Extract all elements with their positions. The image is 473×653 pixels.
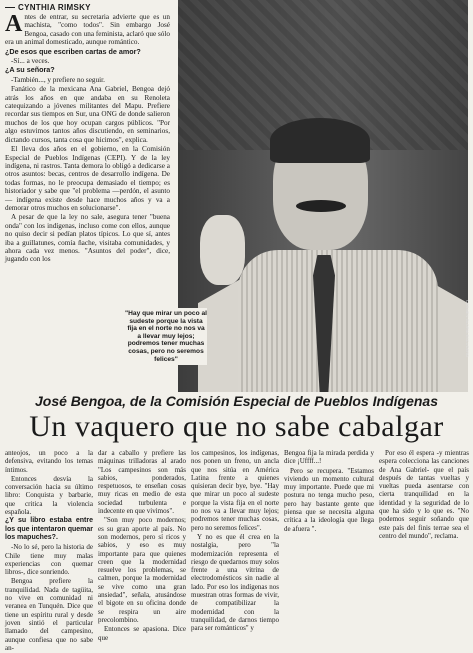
body-paragraph: Entonces desvía la conversación hacia su último libro: Conquista y barbarie, que critica la violencia española. bbox=[5, 474, 93, 517]
byline-rule bbox=[5, 7, 15, 8]
body-paragraph: "Son muy poco modernos; es su gran aporte al país. No son modernos, pero sí ricos y sabios, y eso es muy importante para que quienes creen que la modernidad resuelve los problemas, se calmen, porque la modernidad se vive como una gran ansiedad", señala, atusándose el bigote en su oficina donde se respira un aire precolombino. bbox=[98, 516, 186, 624]
body-paragraph: Bengoa fija la mirada perdida y dice ¡Uffff...! bbox=[284, 449, 374, 466]
answer-2: -También..., y prefiere no seguir. bbox=[11, 75, 105, 84]
paragraph-1: Fanático de la mexicana Ana Gabriel, Bengoa dejó atrás los años en que andaba en su Renoleta catequizando a jóvenes militantes del Mapu. Prefiere recordar sus tiempos en Sur, una ONG de donde salieron muchos de los que hoy ocupan cargos públicos. "Por algo estuvimos tantos años discutiendo, en seminarios, dictando cursos, tanta cosa que hicimos", explica. bbox=[5, 85, 170, 144]
lead-paragraph bbox=[5, 13, 170, 47]
body-paragraph: Por eso él espera -y mientras espera colecciona las canciones de Ana Gabriel- que el país después de tantas vueltas y vueltas pueda asentarse con cierta tranquilidad en la identidad y la seguridad de lo que ha sido y lo que es. "No podemos seguir soñando que este país del finis terrae sea el centro del mundo", reclama. bbox=[379, 449, 469, 540]
photo-hair bbox=[270, 118, 370, 163]
intro-column bbox=[5, 13, 170, 265]
body-paragraph: los campesinos, los indígenas, nos ponen un freno, un ancla que nos sitúa en América Latina frente a quienes quisieran decir bye, bye. "Hay que mirar un poco al sudeste porque la vista fija en el norte no nos va a llevar muy lejos; podremos tener muchas cosas, pero no seremos felices". bbox=[191, 449, 279, 532]
portrait-photo bbox=[178, 0, 468, 392]
paragraph-3: A pesar de que la ley no sale, asegura tener "buena onda" con los indígenas, incluso come con ellos, aunque no quiso decir si pedían platos típicos. Lo que sí, antes iba a guillatunes, comía ñache, visitaba comunidades, y ahora cada vez menos. "Asuntos del poder", dice, jugando con los bbox=[5, 213, 170, 264]
body-column-4 bbox=[284, 449, 374, 534]
body-paragraph: Y no es que él crea en la nostalgia, pero "la modernización representa el riesgo de quedarnos muy solos frente a una vitrina de electrodomésticos sin nadie al lado. Por eso los indígenas nos muestran otras formas de vivir, de compatibilizar la modernidad con la tranquilidad, de darnos tiempo para ser románticos" y bbox=[191, 532, 279, 633]
body-paragraph: Entonces se apasiona. Dice que bbox=[98, 625, 186, 642]
photo-moustache bbox=[296, 200, 346, 212]
photo-credit: CARMEN GLORIA ESCUDERO bbox=[465, 300, 470, 358]
body-columns bbox=[5, 449, 470, 652]
question-2: ¿A su señora? bbox=[5, 65, 55, 75]
body-paragraph: dar a caballo y prefiere las máquinas trilladoras al arado "Los campesinos son más sabios, ponderados, respetuosos, te enseñan cosas muy ricas en medio de esta sociedad turbulenta e indecente en que vivimos". bbox=[98, 449, 186, 516]
lead-text: ntes de entrar, su secretaria advierte que es un machista, "como todos". Sin embargo José Bengoa, casado con una feminista, aclaró que sólo era un animal domesticado, aunque romántico. bbox=[5, 13, 170, 47]
body-question: ¿Y su libro estaba entre los que intentaron quemar los mapuches?. bbox=[5, 517, 93, 541]
drop-cap: A bbox=[5, 11, 23, 37]
photo-shirt bbox=[238, 250, 438, 392]
body-paragraph: -No lo sé, pero la historia de Chile tiene muy malas experiencias con quemar libros-, dice sonriendo. bbox=[5, 543, 93, 577]
paragraph-2: El lleva dos años en el gobierno, en la Comisión Especial de Pueblos Indígenas (CEPI). Y de la ley indígena, ni rastros. Tanta demora lo obligó a dedicarse a otros asuntos: becas, centros de desarrollo indígena. De todas formas, no le preocupa demasiado el tiempo; es historiador y sabe que "el problema —perdón, el asunto— indígena existe desde hace muchos años y va a demorar otros muchos en solucionarse". bbox=[5, 145, 170, 212]
body-column-2 bbox=[98, 449, 186, 643]
byline-text: CYNTHIA RIMSKY bbox=[18, 3, 91, 12]
body-paragraph: Bengoa prefiere la tranquilidad. Nada de tagüita, no vive en comunidad ni veranea en Tunquén. Dice que tiene un espíritu rural y desde joven sintió el particular llamado del campesino, aunque confiesa que no sabe an- bbox=[5, 577, 93, 652]
body-column-1 bbox=[5, 449, 93, 653]
answer-1: -Sí... a veces. bbox=[11, 57, 50, 66]
body-paragraph: Pero se recupera. "Estamos viviendo un momento cultural muy importante. Puede que mi postura no tenga mucho peso, pero hay bastante gente que piensa que se necesita alguna crítica a la ideología que llega de afuera ". bbox=[284, 466, 374, 533]
body-column-3 bbox=[191, 449, 279, 634]
question-1: ¿De esos que escriben cartas de amor? bbox=[5, 46, 141, 56]
headline: Un vaquero que no sabe cabalgar bbox=[29, 410, 444, 443]
photo-hand bbox=[200, 215, 245, 285]
body-column-5 bbox=[379, 449, 469, 541]
body-paragraph: anteojos, un poco a la defensiva, evitando los temas íntimos. bbox=[5, 449, 93, 474]
kicker: José Bengoa, de la Comisión Especial de Pueblos Indígenas bbox=[35, 393, 438, 409]
photo-caption: "Hay que mirar un poco al sudeste porque la vista fija en el norte no nos va a llevar muy lejos; podremos tener muchas cosas, pero no seremos felices" bbox=[125, 308, 207, 365]
